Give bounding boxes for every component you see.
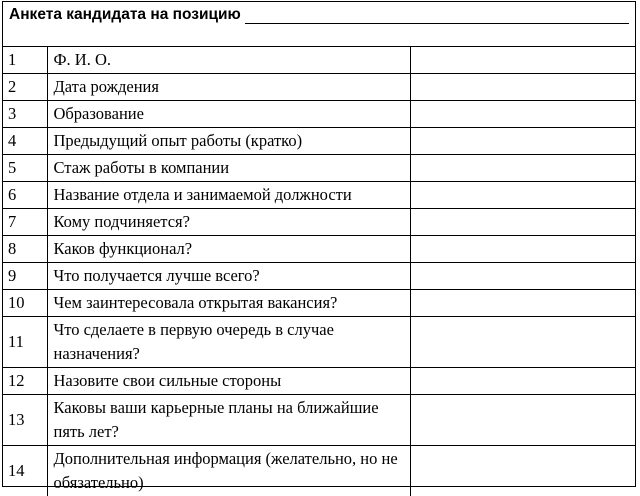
row-number: 9 [3,263,47,290]
row-number: 1 [3,47,47,74]
question-cell: Название отдела и занимаемой должности [47,182,410,209]
row-number: 2 [3,74,47,101]
question-cell: Образование [47,101,410,128]
question-cell: Что получается лучше всего? [47,263,410,290]
row-number: 13 [3,395,47,446]
row-number: 6 [3,182,47,209]
table-row [3,47,635,74]
question-cell: Чем заинтересовала открытая вакансия? [47,290,410,317]
row-number: 10 [3,290,47,317]
answer-cell[interactable] [410,47,635,74]
table-row [3,395,635,446]
question-cell: Дополнительная информация (желательно, но не обязательно) [47,446,410,496]
answer-cell[interactable] [410,236,635,263]
table-row [3,209,635,236]
answer-cell[interactable] [410,317,635,368]
question-cell: Кому подчиняется? [47,209,410,236]
question-cell: Стаж работы в компании [47,155,410,182]
question-cell: Предыдущий опыт работы (кратко) [47,128,410,155]
row-number: 11 [3,317,47,368]
table-row [3,290,635,317]
answer-cell[interactable] [410,128,635,155]
questions-table [3,47,635,496]
table-row [3,101,635,128]
table-row [3,446,635,496]
answer-cell[interactable] [410,290,635,317]
row-number: 12 [3,368,47,395]
answer-cell[interactable] [410,446,635,496]
row-number: 5 [3,155,47,182]
answer-cell[interactable] [410,263,635,290]
answer-cell[interactable] [410,155,635,182]
question-cell: Ф. И. О. [47,47,410,74]
table-row [3,182,635,209]
table-row [3,368,635,395]
title-line [9,6,629,24]
answer-cell[interactable] [410,182,635,209]
answer-cell[interactable] [410,101,635,128]
position-blank-line [245,8,629,24]
row-number: 4 [3,128,47,155]
table-row [3,128,635,155]
question-cell: Каковы ваши карьерные планы на ближайшие пять лет? [47,395,410,446]
question-cell: Дата рождения [47,74,410,101]
question-cell: Что сделаете в первую очередь в случае назначения? [47,317,410,368]
question-cell: Каков функционал? [47,236,410,263]
answer-cell[interactable] [410,368,635,395]
row-number: 8 [3,236,47,263]
row-number: 14 [3,446,47,496]
answer-cell[interactable] [410,74,635,101]
answer-cell[interactable] [410,395,635,446]
form-header [3,2,635,47]
table-row [3,236,635,263]
table-row [3,74,635,101]
candidate-form [2,1,636,487]
row-number: 3 [3,101,47,128]
question-cell: Назовите свои сильные стороны [47,368,410,395]
table-row [3,317,635,368]
form-title: Анкета кандидата на позицию [9,6,241,24]
table-row [3,155,635,182]
row-number: 7 [3,209,47,236]
answer-cell[interactable] [410,209,635,236]
table-row [3,263,635,290]
